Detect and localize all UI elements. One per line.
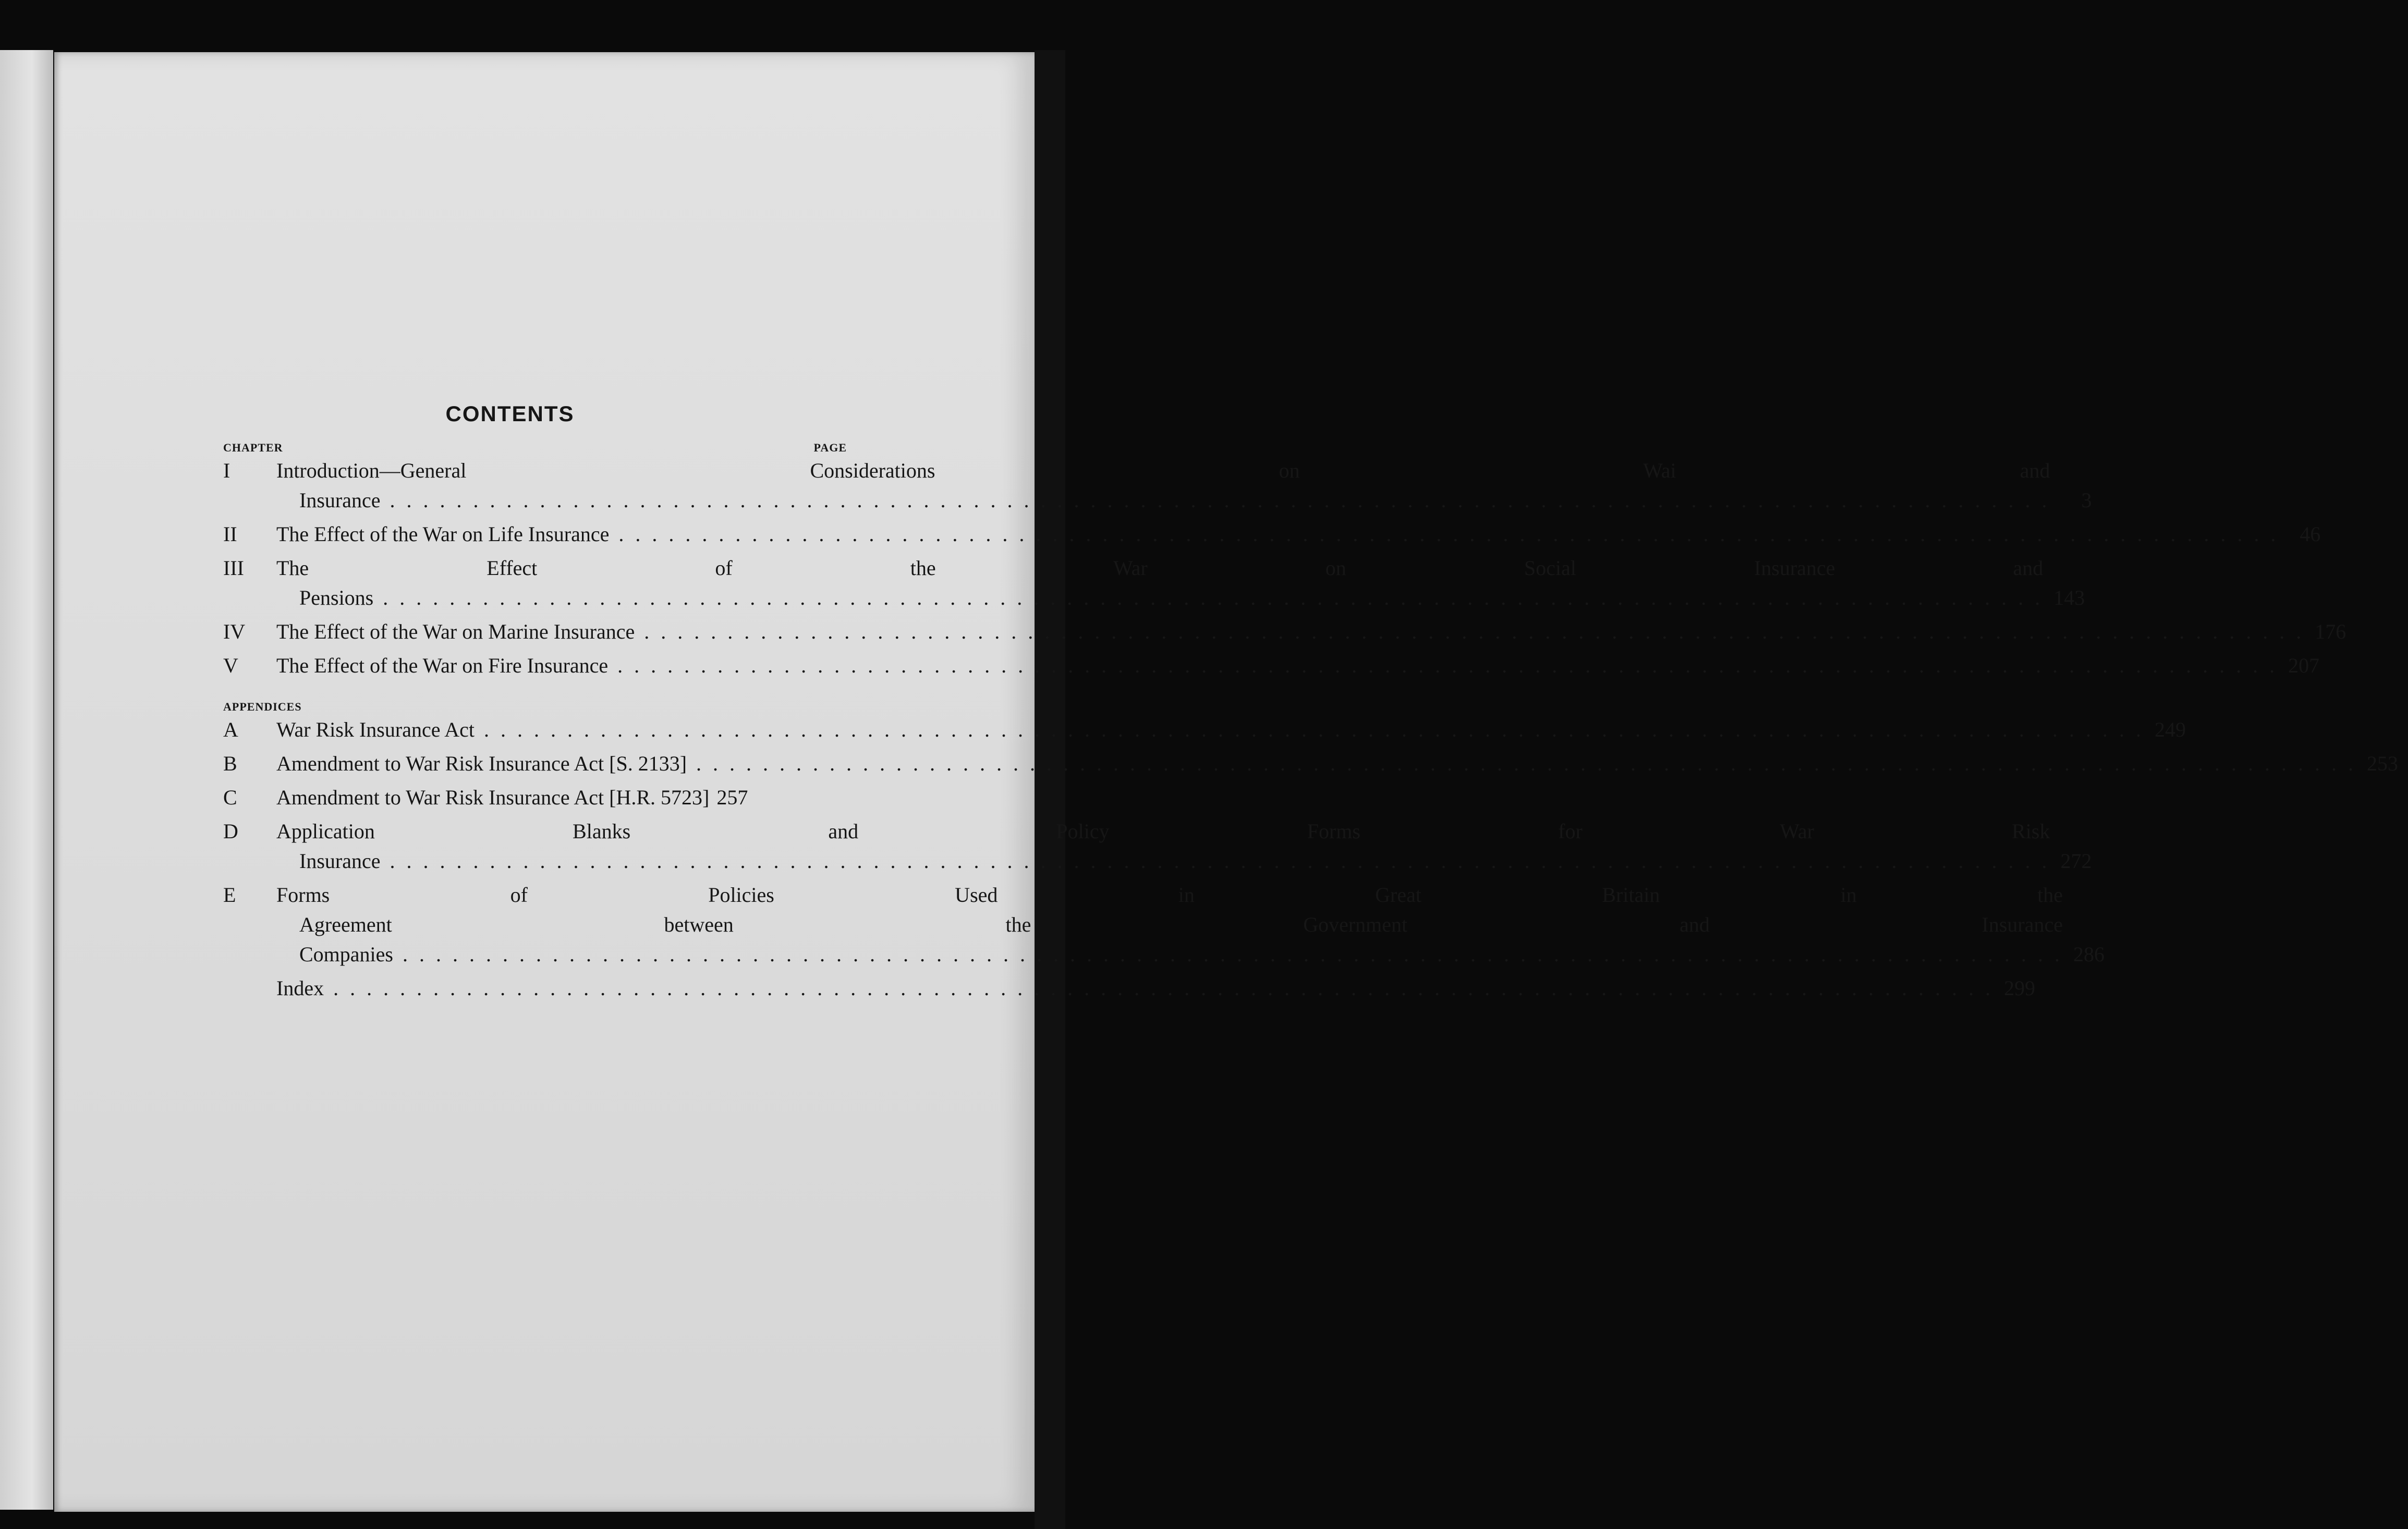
dot-leader xyxy=(484,715,2144,744)
toc-entry-index xyxy=(223,973,2036,1003)
toc-entry-appendix-b xyxy=(223,749,2399,778)
page-title: CONTENTS xyxy=(445,401,575,426)
entry-title-line: Agreement between the Government and Insurance xyxy=(299,913,2063,936)
dot-leader xyxy=(390,846,2050,876)
dot-leader xyxy=(403,939,2063,969)
dot-leader xyxy=(696,749,2356,778)
entry-title-line: Insurance xyxy=(299,849,381,873)
appendix-letter: E xyxy=(223,883,236,907)
entry-title: The Effect of the War on Marine Insurance xyxy=(276,620,635,643)
entry-title-line: Pensions xyxy=(299,586,374,609)
dot-leader xyxy=(333,973,1993,1003)
dot-leader xyxy=(617,651,2278,680)
entry-title-line: The Effect of the War on Social Insurance and xyxy=(276,556,2044,580)
page-number: 257 xyxy=(716,786,748,809)
appendices-header xyxy=(223,700,847,714)
dot-leader xyxy=(383,583,2043,613)
page-number: 253 xyxy=(2367,752,2399,775)
appendices-label: APPENDICES xyxy=(223,700,302,713)
page-number: 176 xyxy=(2315,620,2346,643)
column-headers xyxy=(223,441,847,455)
table-of-contents xyxy=(223,401,2399,1007)
chapter-number: II xyxy=(223,522,237,546)
appendix-letter: D xyxy=(223,819,238,843)
appendix-letter: C xyxy=(223,786,237,809)
entry-title-line: Companies xyxy=(299,943,393,966)
entry-title-line: Forms of Policies Used in Great Britain in the xyxy=(276,883,2063,907)
appendix-letter: A xyxy=(223,718,238,741)
entry-title-line: Application Blanks and Policy Forms for War Risk xyxy=(276,819,2050,843)
entry-title: Index xyxy=(276,976,324,1000)
entry-title: War Risk Insurance Act xyxy=(276,718,475,741)
toc-entry-appendix-e xyxy=(223,880,2105,969)
entry-title: Amendment to War Risk Insurance Act [S. 2133] xyxy=(276,752,687,775)
chapter-header: CHAPTER xyxy=(223,441,283,454)
toc-entry-appendix-a xyxy=(223,715,2186,744)
entry-title-line: Introduction—General Considerations on Wai and xyxy=(276,459,2050,482)
page-number: 3 xyxy=(2081,488,2092,512)
toc-entry-chapter-3 xyxy=(223,553,2085,613)
chapter-number: I xyxy=(223,459,230,482)
dot-leader xyxy=(618,519,2279,549)
dot-leader xyxy=(644,617,2304,646)
toc-entry-chapter-1 xyxy=(223,456,2092,515)
chapter-number: III xyxy=(223,556,244,580)
page-number: 286 xyxy=(2073,943,2105,966)
toc-entry-chapter-2 xyxy=(223,519,2321,549)
facing-page-edge xyxy=(0,50,53,1510)
entry-title: The Effect of the War on Fire Insurance xyxy=(276,654,609,677)
dot-leader xyxy=(390,485,2050,515)
entry-title: Amendment to War Risk Insurance Act [H.R. 5723] xyxy=(276,786,710,809)
page-number: 272 xyxy=(2060,849,2092,873)
page-number: 299 xyxy=(2004,976,2036,1000)
chapter-number: V xyxy=(223,654,238,677)
page-number: 207 xyxy=(2288,654,2320,677)
page-number: 46 xyxy=(2300,522,2321,546)
chapter-number: IV xyxy=(223,620,246,643)
toc-entry-appendix-c xyxy=(223,782,847,812)
toc-entry-appendix-d xyxy=(223,816,2092,876)
entry-title: The Effect of the War on Life Insurance xyxy=(276,522,610,546)
page-header: PAGE xyxy=(813,441,847,454)
toc-entry-chapter-4 xyxy=(223,617,2346,646)
page-number: 249 xyxy=(2155,718,2186,741)
toc-entry-chapter-5 xyxy=(223,651,2320,680)
page-number: 143 xyxy=(2053,586,2085,609)
appendix-letter: B xyxy=(223,752,237,775)
entry-title-line: Insurance xyxy=(299,488,381,512)
